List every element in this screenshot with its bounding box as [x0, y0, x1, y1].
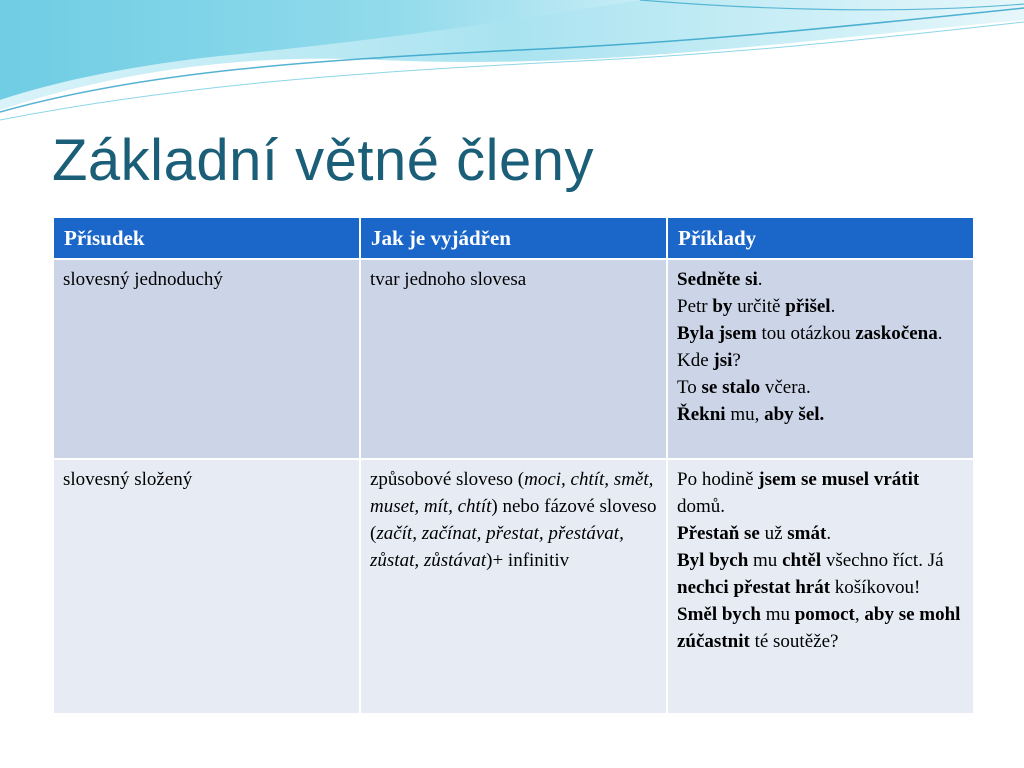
example-text: domů. [677, 496, 726, 517]
example-bold: Byl bych [677, 550, 749, 571]
example-bold: aby šel. [764, 404, 825, 425]
example-line [677, 293, 964, 320]
example-line [677, 547, 964, 601]
cell-how [360, 259, 667, 459]
example-line [677, 320, 964, 347]
example-text: Petr [677, 296, 713, 317]
predicate-table [52, 216, 975, 715]
example-bold: pomoct [794, 604, 855, 625]
header-jak-je-vyjadren: Jak je vyjádřen [360, 217, 667, 259]
example-text: Kde [677, 350, 714, 371]
example-bold: nechci přestat hrát [677, 577, 831, 598]
example-line [677, 601, 964, 655]
how-text: )+ infinitiv [486, 550, 570, 571]
example-bold: zaskočena [855, 323, 938, 344]
example-text: určitě [732, 296, 786, 317]
example-text: všechno říct. Já [821, 550, 944, 571]
example-bold: jsem se musel vrátit [758, 469, 920, 490]
example-line [677, 374, 964, 401]
example-bold: Byla jsem [677, 323, 757, 344]
how-italic: moci, chtít, smět, muset, mít, chtít [370, 469, 654, 517]
example-text: včera. [760, 377, 811, 398]
example-bold: přišel [785, 296, 831, 317]
header-prisudek: Přísudek [53, 217, 360, 259]
decorative-wave-banner [0, 0, 1024, 130]
how-text: způsobové sloveso ( [370, 469, 525, 490]
header-priklady: Příklady [667, 217, 974, 259]
example-bold: by [712, 296, 733, 317]
example-bold: Řekni [677, 404, 726, 425]
cell-examples [667, 459, 974, 714]
example-bold: smát [787, 523, 827, 544]
example-line [677, 520, 964, 547]
cell-examples [667, 259, 974, 459]
example-text: ? [732, 350, 741, 371]
example-text: té soutěže? [749, 631, 839, 652]
example-text: mu [748, 550, 783, 571]
example-line [677, 266, 964, 293]
example-text: už [759, 523, 788, 544]
table-header-row [53, 217, 974, 259]
example-bold: jsi [713, 350, 733, 371]
example-line [677, 466, 964, 520]
example-text: tou otázkou [756, 323, 856, 344]
example-text: Po hodině [677, 469, 759, 490]
table-row [53, 459, 974, 714]
example-text: . [830, 296, 836, 317]
example-text: mu [760, 604, 795, 625]
example-text: mu, [725, 404, 765, 425]
example-text: košíkovou! [830, 577, 921, 598]
example-bold: chtěl [782, 550, 822, 571]
example-text: . [826, 523, 832, 544]
example-text: . [757, 269, 763, 290]
how-italic: začít, začínat, přestat, přestávat, zůstat, zůstávat [370, 523, 624, 571]
example-line [677, 347, 964, 374]
example-bold: Sedněte si [677, 269, 758, 290]
example-text: . [937, 323, 943, 344]
example-bold: aby se mohl zúčastnit [677, 604, 961, 652]
example-line [677, 401, 964, 428]
example-text: , [854, 604, 865, 625]
example-text: To [677, 377, 702, 398]
cell-type: slovesný jednoduchý [53, 259, 360, 459]
example-bold: se stalo [701, 377, 761, 398]
example-bold: Přestaň se [677, 523, 760, 544]
slide-title: Základní větné členy [52, 128, 594, 193]
how-text: tvar jednoho slovesa [370, 269, 527, 290]
cell-type: slovesný složený [53, 459, 360, 714]
example-bold: Směl bych [677, 604, 761, 625]
how-text: ) nebo fázové sloveso ( [370, 496, 657, 544]
cell-how [360, 459, 667, 714]
table-row [53, 259, 974, 459]
